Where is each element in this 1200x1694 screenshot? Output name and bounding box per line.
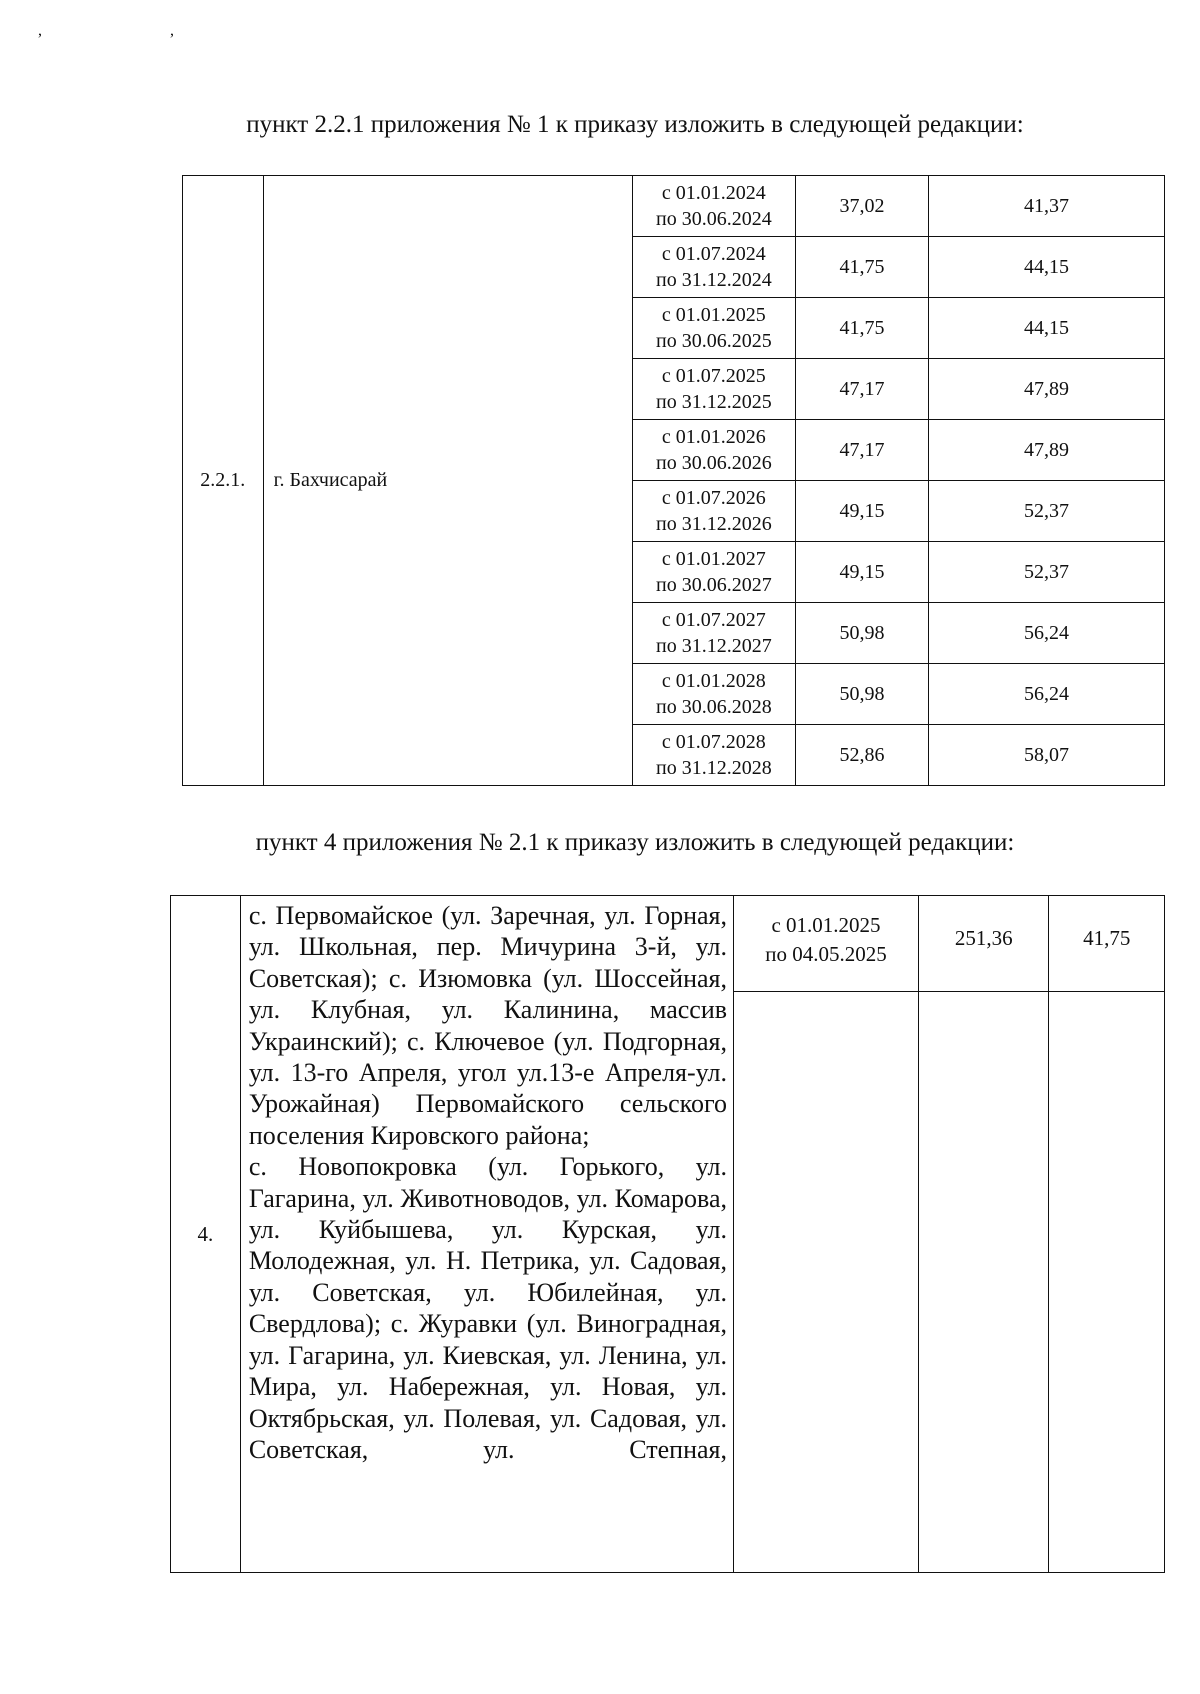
scan-marks: , , xyxy=(38,22,236,39)
settlements-paragraph-2: с. Новопокровка (ул. Горького, ул. Гагарина, ул. Животноводов, ул. Комарова, ул. Куйбышева, ул. Курская, ул. Молодежная, ул. Н. Петрика, ул. Садовая, ул. Советская, ул. Юбилейная, ул. Свердлова); с. Журавки (ул. Виноградная, ул. Гагарина, ул. Киевская, ул. Ленина, ул. Мира, ул. Набережная, ул. Новая, ул. Октябрьская, ул. Полевая, ул. Садовая, ул. Советская, ул. Степная, xyxy=(248,1152,728,1464)
tariff-value-2: 47,89 xyxy=(929,420,1165,481)
period-to: по 30.06.2026 xyxy=(656,452,772,474)
period-to: по 31.12.2028 xyxy=(656,757,772,779)
table-row xyxy=(183,176,1165,237)
heading-point-2-2-1: пункт 2.2.1 приложения № 1 к приказу изложить в следующей редакции: xyxy=(246,111,1024,138)
empty-value-1-cell xyxy=(919,992,1049,1573)
tariff-value-2: 44,15 xyxy=(929,237,1165,298)
place-name: г. Бахчисарай xyxy=(263,176,632,786)
period-cell xyxy=(632,542,795,603)
tariff-value-1: 251,36 xyxy=(919,896,1049,992)
period-from: с 01.01.2027 xyxy=(661,548,766,570)
period-cell xyxy=(632,237,795,298)
tariff-value-1: 47,17 xyxy=(795,359,928,420)
period-from: с 01.07.2026 xyxy=(661,487,766,509)
period-to: по 31.12.2027 xyxy=(656,635,772,657)
period-to: по 30.06.2028 xyxy=(656,696,772,718)
period-from: с 01.01.2026 xyxy=(661,426,766,448)
period-cell xyxy=(632,298,795,359)
tariff-value-2: 52,37 xyxy=(929,481,1165,542)
period-from: с 01.07.2028 xyxy=(661,731,766,753)
period-cell xyxy=(632,603,795,664)
tariff-value-1: 41,75 xyxy=(795,298,928,359)
tariff-value-2: 56,24 xyxy=(929,664,1165,725)
period-cell xyxy=(632,359,795,420)
period-to: по 31.12.2026 xyxy=(656,513,772,535)
table-row xyxy=(171,896,1165,992)
period-cell xyxy=(632,664,795,725)
period-cell xyxy=(632,420,795,481)
tariff-table-kirovsky xyxy=(170,895,1165,1573)
tariff-value-1: 47,17 xyxy=(795,420,928,481)
settlements-paragraph-1: с. Первомайское (ул. Заречная, ул. Горная, ул. Школьная, пер. Мичурина 3-й, ул. Советская); с. Изюмовка (ул. Шоссейная, ул. Клубная, ул. Калинина, массив Украинский); с. Ключевое (ул. Подгорная, ул. 13-го Апреля, угол ул.13-е Апреля-ул. Урожайная) Первомайского сельского поселения Кировского района; xyxy=(248,901,728,1150)
period-to: по 31.12.2025 xyxy=(656,391,772,413)
period-from: с 01.01.2025 xyxy=(661,304,766,326)
period-cell xyxy=(632,481,795,542)
tariff-value-1: 49,15 xyxy=(795,481,928,542)
tariff-value-2: 52,37 xyxy=(929,542,1165,603)
period-to: по 04.05.2025 xyxy=(765,942,887,966)
tariff-table-body xyxy=(183,176,1165,786)
tariff-value-1: 50,98 xyxy=(795,603,928,664)
period-from: с 01.07.2024 xyxy=(661,243,766,265)
heading-point-4: пункт 4 приложения № 2.1 к приказу изложить в следующей редакции: xyxy=(255,829,1015,856)
period-cell xyxy=(632,725,795,786)
tariff-value-2: 41,37 xyxy=(929,176,1165,237)
tariff-table-bakhchisaray xyxy=(182,175,1165,786)
period-from: с 01.07.2027 xyxy=(661,609,766,631)
settlements-description xyxy=(240,896,733,1573)
empty-period-cell xyxy=(734,992,919,1573)
tariff-value-1: 37,02 xyxy=(795,176,928,237)
tariff-value-2: 56,24 xyxy=(929,603,1165,664)
row-number: 4. xyxy=(171,896,241,1573)
period-from: с 01.01.2028 xyxy=(661,670,766,692)
period-to: по 30.06.2027 xyxy=(656,574,772,596)
tariff-value-2: 47,89 xyxy=(929,359,1165,420)
tariff-value-1: 52,86 xyxy=(795,725,928,786)
period-to: по 30.06.2024 xyxy=(656,208,772,230)
period-cell xyxy=(734,896,919,992)
tariff-value-2: 58,07 xyxy=(929,725,1165,786)
tariff-value-1: 49,15 xyxy=(795,542,928,603)
tariff-value-2: 44,15 xyxy=(929,298,1165,359)
period-from: с 01.01.2025 xyxy=(771,913,881,937)
empty-value-2-cell xyxy=(1049,992,1165,1573)
period-to: по 30.06.2025 xyxy=(656,330,772,352)
period-from: с 01.01.2024 xyxy=(661,182,766,204)
row-number: 2.2.1. xyxy=(183,176,264,786)
tariff-value-2: 41,75 xyxy=(1049,896,1165,992)
tariff-value-1: 41,75 xyxy=(795,237,928,298)
tariff-value-1: 50,98 xyxy=(795,664,928,725)
period-cell xyxy=(632,176,795,237)
period-to: по 31.12.2024 xyxy=(656,269,772,291)
period-from: с 01.07.2025 xyxy=(661,365,766,387)
